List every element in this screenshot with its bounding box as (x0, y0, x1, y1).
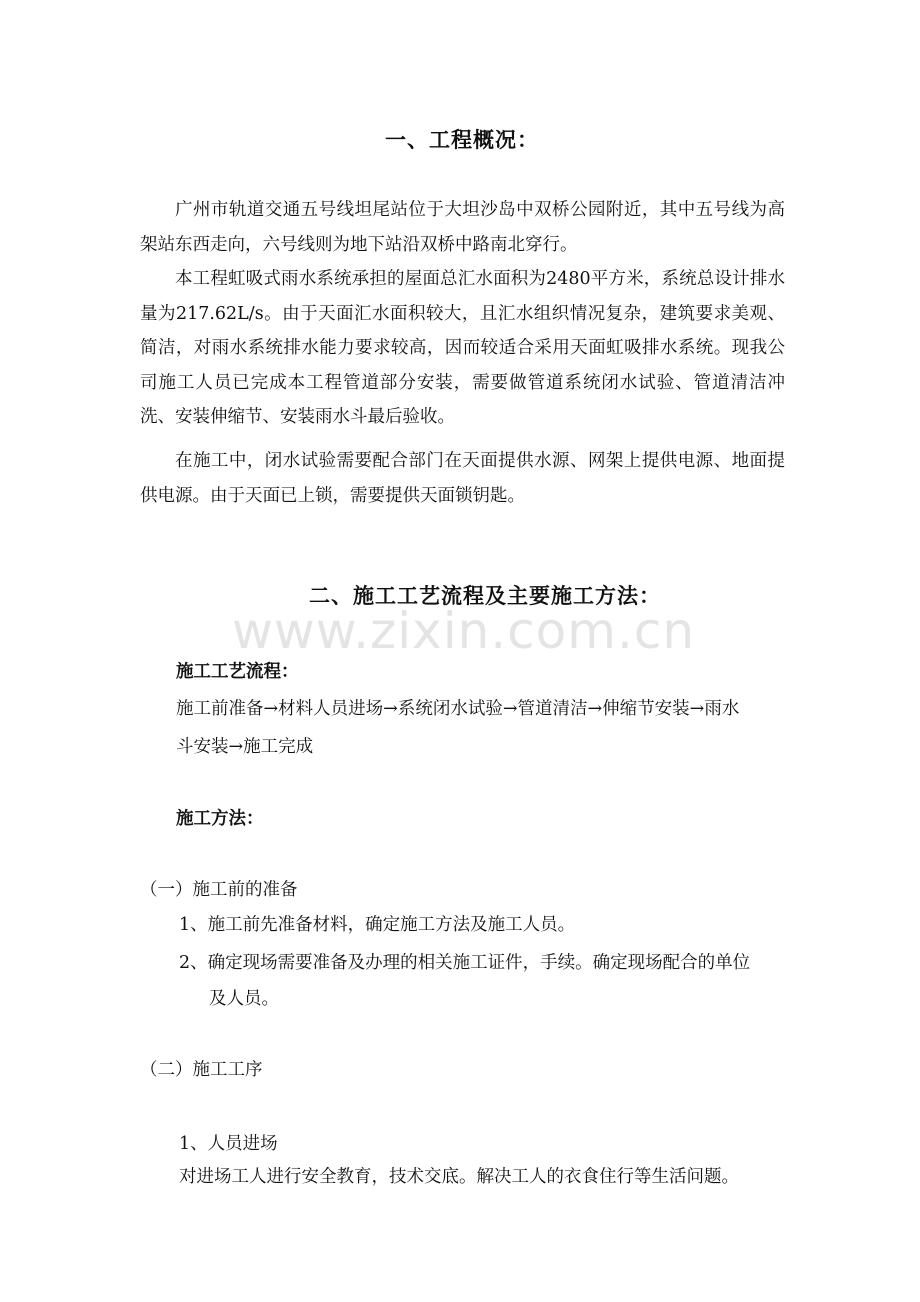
preparation-item-1: 1、施工前先准备材料，确定施工方法及施工人员。 (179, 915, 576, 935)
overview-paragraph-3: 在施工中，闭水试验需要配合部门在天面提供水源、网架上提供电源、地面提供电源。由于天面已上锁，需要提供天面锁钥匙。 (140, 451, 785, 506)
overview-paragraph-1: 广州市轨道交通五号线坦尾站位于大坦沙岛中双桥公园附近，其中五号线为高架站东西走向，六号线则为地下站沿双桥中路南北穿行。 (140, 200, 785, 255)
preparation-item-2-line-1: 2、确定现场需要准备及办理的相关施工证件，手续。确定现场配合的单位 (179, 953, 751, 973)
flow-line-1: 施工前准备→材料人员进场→系统闭水试验→管道清洁→伸缩节安装→雨水 (176, 699, 740, 719)
subsection-title-procedure: （二）施工工序 (140, 1060, 263, 1080)
overview-paragraph-2: 本工程虹吸式雨水系统承担的屋面总汇水面积为2480平方米，系统总设计排水量为217.62L/s。由于天面汇水面积较大，且汇水组织情况复杂，建筑要求美观、简洁，对雨水系统排水能力要求较高，因而较适合采用天面虹吸排水系统。现我公司施工人员已完成本工程管道部分安装，需要做管道系统闭水试验、管道清洁冲洗、安装伸缩节、安装雨水斗最后验收。 (140, 269, 785, 427)
section-title-overview: 一、工程概况： (385, 127, 539, 152)
subsection-title-preparation: （一）施工前的准备 (140, 880, 298, 900)
method-label: 施工方法： (176, 809, 264, 829)
preparation-item-2-line-2: 及人员。 (209, 989, 279, 1009)
section-title-process: 二、施工工艺流程及主要施工方法： (309, 583, 661, 608)
flow-line-2: 斗安装→施工完成 (176, 737, 314, 757)
flow-label: 施工工艺流程： (176, 662, 299, 682)
procedure-item-1-title: 1、人员进场 (179, 1134, 278, 1154)
watermark: www.zixin.com.cn (232, 602, 696, 660)
procedure-item-1-text: 对进场工人进行安全教育，技术交底。解决工人的衣食住行等生活问题。 (179, 1167, 739, 1187)
